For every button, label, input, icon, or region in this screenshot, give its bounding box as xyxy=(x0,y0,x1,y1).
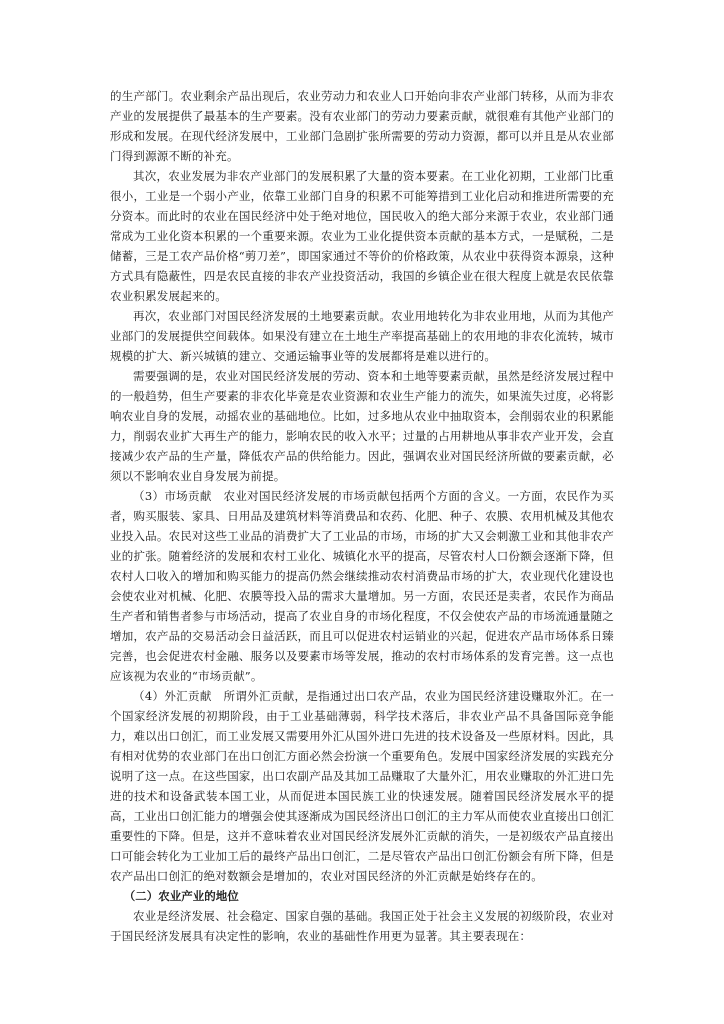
paragraph-market-contribution: （3）市场贡献 农业对国民经济发展的市场贡献包括两个方面的含义。一方面，农民作为买者，购买服装、家具、日用品及建筑材料等消费品和农药、化肥、种子、农膜、农用机械及其他农业投入品。农民对这些工业品的消费扩大了工业品的市场，市场的扩大又会刺激工业和其他非农产业的扩张。随着经济的发展和农村工业化、城镇化水平的提高，尽管农村人口份额会逐渐下降，但农村人口收入的增加和购买能力的提高仍然会继续推动农村消费品市场的扩大，农业现代化建设也会使农业对机械、化肥、农膜等投入品的需求大量增加。另一方面，农民还是卖者，农民作为商品生产者和销售者参与市场活动，提高了农业自身的市场化程度，不仅会使农产品的市场流通量随之增加，农产品的交易活动会日益活跃，而且可以促进农村运销业的兴起，促进农产品市场体系日臻完善，也会促进农村金融、服务以及要素市场等发展，推动的农村市场体系的发育完善。这一点也应该视为农业的“市场贡献”。 xyxy=(110,489,614,683)
paragraph-foreign-exchange-contribution: （4）外汇贡献 所谓外汇贡献，是指通过出口农产品，农业为国民经济建设赚取外汇。在一个国家经济发展的初期阶段，由于工业基础薄弱，科学技术落后，非农业产品不具备国际竞争能力，难以出口创汇，而工业发展又需要用外汇从国外进口先进的技术设备及一些原材料。因此，具有相对优势的农业部门在出口创汇方面必然会扮演一个重要角色。发展中国家经济发展的实践充分说明了这一点。在这些国家，出口农副产品及其加工品赚取了大量外汇，用农业赚取的外汇进口先进的技术和设备武装本国工业，从而促进本国民族工业的快速发展。随着国民经济发展水平的提高，工业出口创汇能力的增强会使其逐渐成为国民经济出口创汇的主力军从而使农业直接出口创汇重要性的下降。但是，这并不意味着农业对国民经济发展外汇贡献的消失，一是初级农产品直接出口可能会转化为工业加工后的最终产品出口创汇，二是尽管农产品出口创汇份额会有所下降，但是农产品出口创汇的绝对数额会是增加的，农业对国民经济的外汇贡献是始终存在的。 xyxy=(110,689,614,883)
paragraph-labor-contribution: 的生产部门。农业剩余产品出现后，农业劳动力和农业人口开始向非农产业部门转移，从而为非农产业的发展提供了最基本的生产要素。没有农业部门的劳动力要素贡献，就很难有其他产业部门的形成和发展。在现代经济发展中，工业部门急剧扩张所需要的劳动力资源，都可以并且是从农业部门得到源源不断的补充。 xyxy=(110,89,614,163)
paragraph-capital-contribution: 其次，农业发展为非农产业部门的发展积累了大量的资本要素。在工业化初期，工业部门比重很小，工业是一个弱小产业，依靠工业部门自身的积累不可能筹措到工业化启动和推进所需要的充分资本。而此时的农业在国民经济中处于绝对地位，国民收入的绝大部分来源于农业，农业部门通常成为工业化资本积累的一个重要来源。农业为工业化提供资本贡献的基本方式，一是赋税，二是储蓄，三是工农产品价格“剪刀差”，即国家通过不等价的价格政策，从农业中获得资本源泉，这种方式具有隐蔽性，四是农民直接的非农产业投资活动，我国的乡镇企业在很大程度上就是农民依靠农业积累发展起来的。 xyxy=(110,169,614,303)
section-heading: （二）农业产业的地位 xyxy=(123,889,239,903)
paragraph-factor-emphasis: 需要强调的是，农业对国民经济发展的劳动、资本和土地等要素贡献，虽然是经济发展过程中的一般趋势，但生产要素的非农化毕竟是农业资源和农业生产能力的流失，如果流失过度，必将影响农业自身的发展，动摇农业的基础地位。比如，过多地从农业中抽取资本，会削弱农业的积累能力，削弱农业扩大再生产的能力，影响农民的收入水平；过量的占用耕地从事非农产业开发，会直接减少农产品的生产量，降低农产品的供给能力。因此，强调农业对国民经济所做的要素贡献，必须以不影响农业自身发展为前提。 xyxy=(110,369,614,483)
document-page xyxy=(110,86,614,946)
paragraph-land-contribution: 再次，农业部门对国民经济发展的土地要素贡献。农业用地转化为非农业用地，从而为其他产业部门的发展提供空间载体。如果没有建立在土地生产率提高基础上的农用地的非农化流转，城市规模的扩大、新兴城镇的建立、交通运输事业等的发展都将是难以进行的。 xyxy=(110,309,614,363)
paragraph-agriculture-status: 农业是经济发展、社会稳定、国家自强的基础。我国正处于社会主义发展的初级阶段，农业对于国民经济发展具有决定性的影响，农业的基础性作用更为显著。其主要表现在： xyxy=(110,909,614,943)
